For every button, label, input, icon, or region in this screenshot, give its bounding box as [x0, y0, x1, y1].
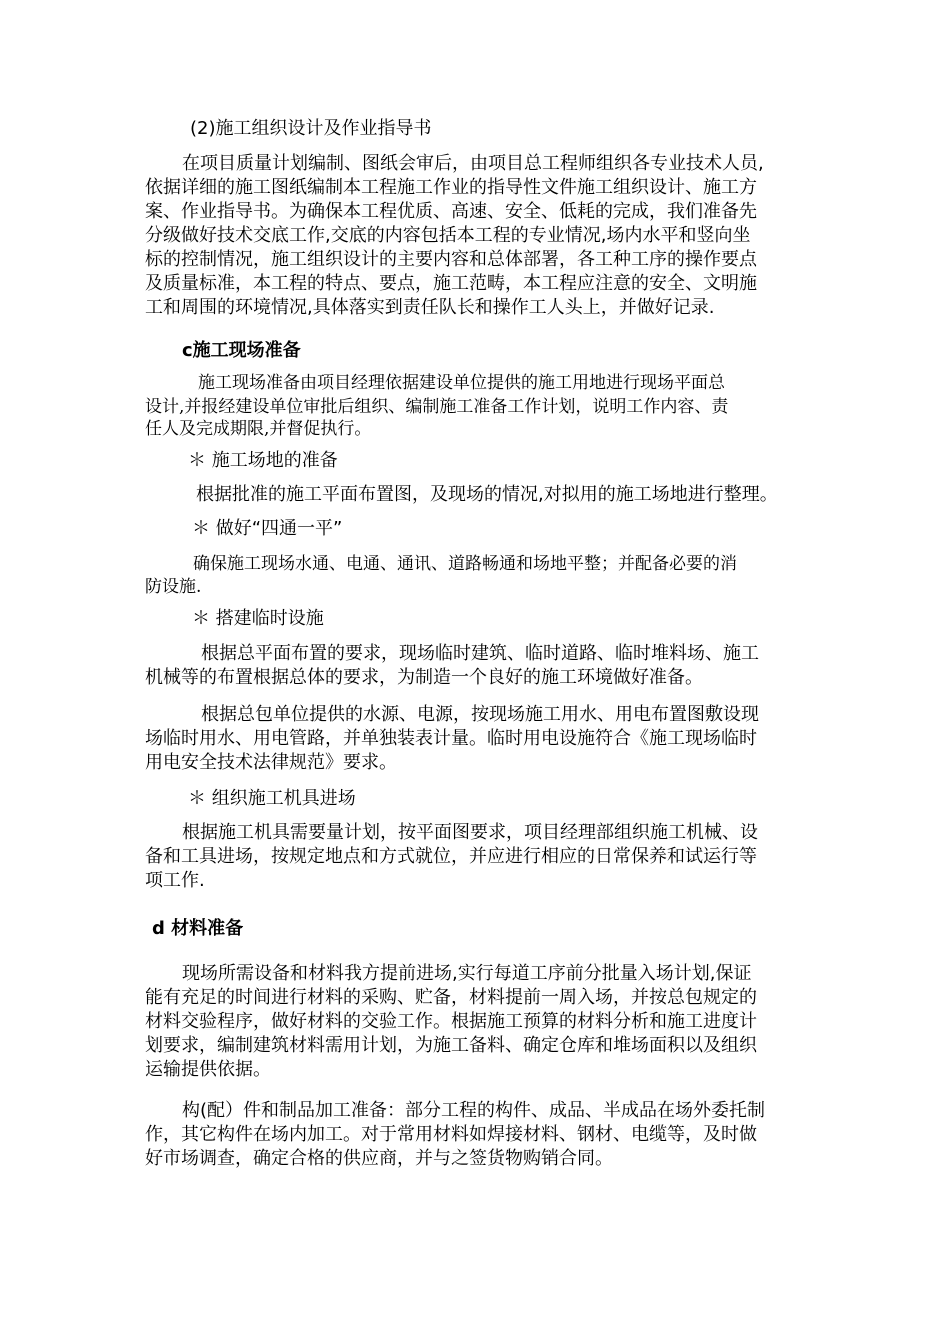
item-heading: ＊ 搭建临时设施 — [192, 608, 324, 629]
paragraph-line: 设计,并报经建设单位审批后组织、编制施工准备工作计划，说明工作内容、责 — [145, 397, 729, 417]
paragraph-line: 场临时用水、用电管路，并单独装表计量。临时用电设施符合《施工现场临时 — [145, 728, 757, 749]
paragraph-line: 依据详细的施工图纸编制本工程施工作业的指导性文件施工组织设计、施工方 — [145, 177, 757, 198]
paragraph-line: 能有充足的时间进行材料的采购、贮备，材料提前一周入场，并按总包规定的 — [145, 987, 757, 1008]
section-heading: (2)施工组织设计及作业指导书 — [190, 118, 432, 139]
item-heading: ＊ 施工场地的准备 — [188, 450, 338, 471]
paragraph-line: 项工作. — [145, 870, 205, 891]
paragraph-line: 施工现场准备由项目经理依据建设单位提供的施工用地进行现场平面总 — [198, 373, 725, 393]
paragraph-line: 案、作业指导书。为确保本工程优质、高速、安全、低耗的完成，我们准备先 — [145, 201, 757, 222]
paragraph-line: 构(配）件和制品加工准备：部分工程的构件、成品、半成品在场外委托制 — [182, 1100, 766, 1121]
paragraph-line: 任人及完成期限,并督促执行。 — [145, 419, 372, 439]
paragraph-line: 根据总平面布置的要求，现场临时建筑、临时道路、临时堆料场、施工 — [201, 643, 759, 664]
paragraph-line: 作，其它构件在场内加工。对于常用材料如焊接材料、钢材、电缆等，及时做 — [145, 1124, 757, 1145]
paragraph-line: 根据施工机具需要量计划，按平面图要求，项目经理部组织施工机械、设 — [182, 822, 758, 843]
paragraph-line: 备和工具进场，按规定地点和方式就位，并应进行相应的日常保养和试运行等 — [145, 846, 757, 867]
item-heading: ＊ 做好“四通一平” — [192, 518, 343, 539]
paragraph-line: 根据批准的施工平面布置图，及现场的情况,对拟用的施工场地进行整理。 — [196, 484, 778, 505]
paragraph-line: 工和周围的环境情况,具体落实到责任队长和操作工人头上，并做好记录. — [145, 297, 715, 318]
paragraph-line: 防设施. — [145, 577, 202, 597]
paragraph-line: 现场所需设备和材料我方提前进场,实行每道工序前分批量入场计划,保证 — [182, 963, 752, 984]
paragraph-line: 材料交验程序，做好材料的交验工作。根据施工预算的材料分析和施工进度计 — [145, 1011, 757, 1032]
paragraph-line: 及质量标准，本工程的特点、要点，施工范畴，本工程应注意的安全、文明施 — [145, 273, 757, 294]
paragraph-line: 好市场调查，确定合格的供应商，并与之签货物购销合同。 — [145, 1148, 613, 1169]
item-heading: ＊ 组织施工机具进场 — [188, 788, 356, 809]
paragraph-line: 在项目质量计划编制、图纸会审后，由项目总工程师组织各专业技术人员, — [182, 153, 764, 174]
section-heading: c施工现场准备 — [182, 340, 301, 361]
paragraph-line: 划要求，编制建筑材料需用计划，为施工备料、确定仓库和堆场面积以及组织 — [145, 1035, 757, 1056]
paragraph-line: 确保施工现场水通、电通、通讯、道路畅通和场地平整；并配备必要的消 — [193, 554, 737, 574]
paragraph-line: 根据总包单位提供的水源、电源，按现场施工用水、用电布置图敷设现 — [201, 704, 759, 725]
section-heading: d 材料准备 — [152, 918, 244, 939]
paragraph-line: 用电安全技术法律规范》要求。 — [145, 752, 397, 773]
paragraph-line: 运输提供依据。 — [145, 1059, 271, 1080]
paragraph-line: 机械等的布置根据总体的要求，为制造一个良好的施工环境做好准备。 — [145, 667, 703, 688]
paragraph-line: 标的控制情况，施工组织设计的主要内容和总体部署，各工种工序的操作要点 — [145, 249, 757, 270]
paragraph-line: 分级做好技术交底工作,交底的内容包括本工程的专业情况,场内水平和竖向坐 — [145, 225, 751, 246]
